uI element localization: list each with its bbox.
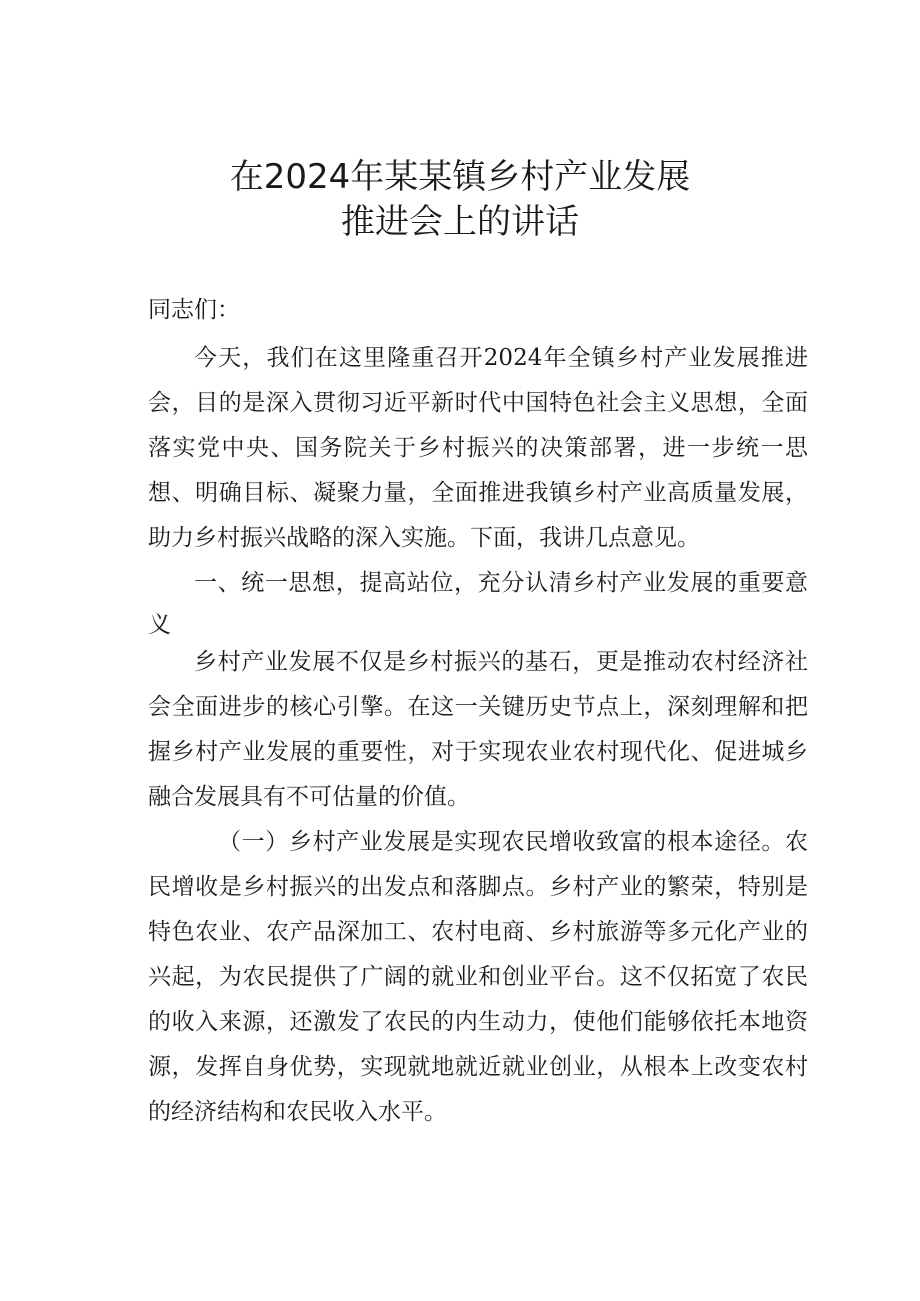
- salutation: 同志们：: [148, 297, 240, 323]
- section-heading-1: 一、统一思想，提高站位，充分认清乡村产业发展的重要意义: [148, 570, 808, 638]
- paragraph-section-1-intro: 乡村产业发展不仅是乡村振兴的基石，更是推动农村经济社会全面进步的核心引擎。在这一关键历史节点上，深刻理解和把握乡村产业发展的重要性，对于实现农业农村现代化、促进城乡融合发展具有不可估量的价值。: [148, 649, 808, 810]
- paragraph-subsection-1: （一）乡村产业发展是实现农民增收致富的根本途径。农民增收是乡村振兴的出发点和落脚点。乡村产业的繁荣，特别是特色农业、农产品深加工、农村电商、乡村旅游等多元化产业的兴起，为农民提供了广阔的就业和创业平台。这不仅拓宽了农民的收入来源，还激发了农民的内生动力，使他们能够依托本地资源，发挥自身优势，实现就地就近就业创业，从根本上改变农村的经济结构和农民收入水平。: [148, 829, 808, 1125]
- paragraph-opening: 今天，我们在这里隆重召开2024年全镇乡村产业发展推进会，目的是深入贯彻习近平新时代中国特色社会主义思想，全面落实党中央、国务院关于乡村振兴的决策部署，进一步统一思想、明确目标、凝聚力量，全面推进我镇乡村产业高质量发展，助力乡村振兴战略的深入实施。下面，我讲几点意见。: [148, 345, 808, 551]
- document-title-line-1: 在2024年某某镇乡村产业发展: [229, 157, 691, 197]
- document-title-line-2: 推进会上的讲话: [341, 202, 579, 242]
